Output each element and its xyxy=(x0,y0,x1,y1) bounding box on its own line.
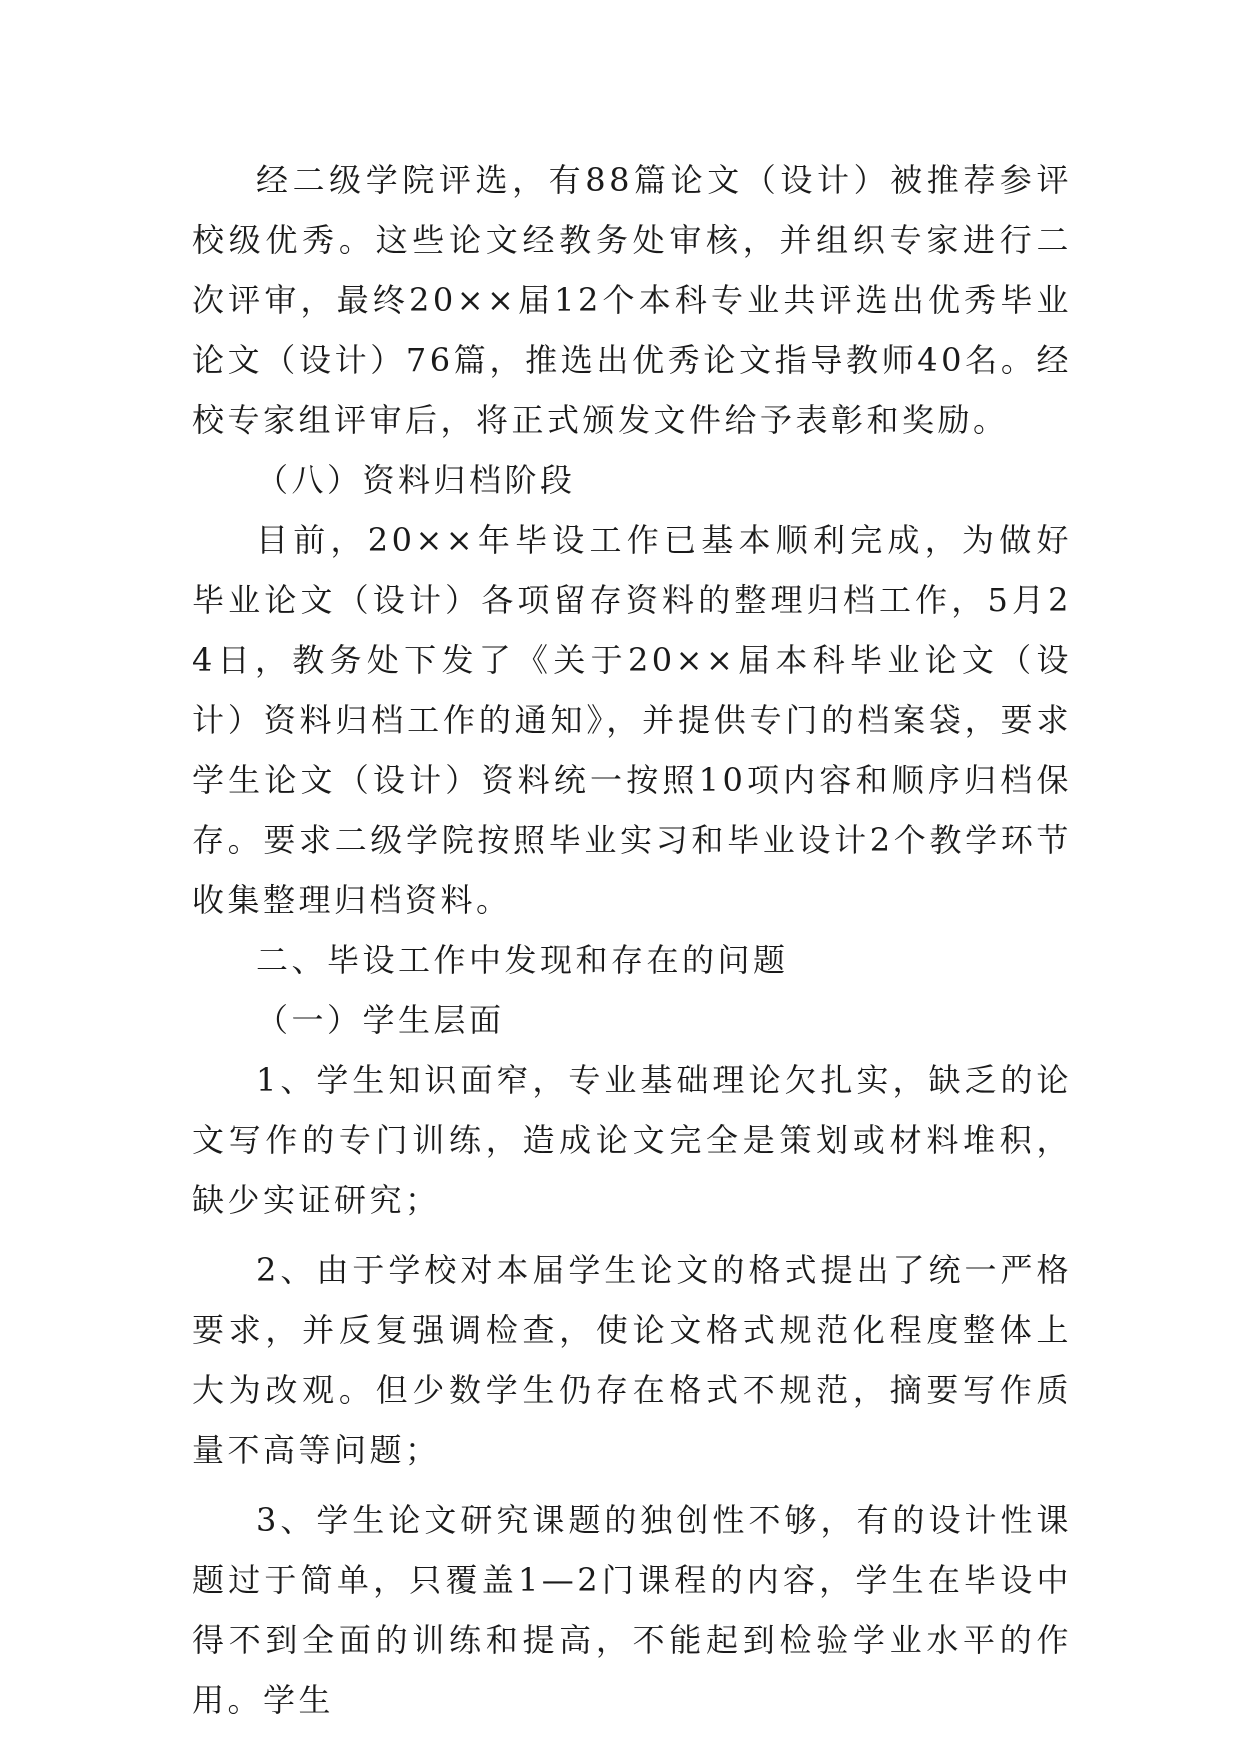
paragraph-excellent-theses: 经二级学院评选，有88篇论文（设计）被推荐参评校级优秀。这些论文经教务处审核，并组织专家进行二次评审，最终20××届12个本科专业共评选出优秀毕业论文（设计）76篇，推选出优秀论文指导教师40名。经校专家组评审后，将正式颁发文件给予表彰和奖励。 xyxy=(192,161,1072,439)
list-item-problem-2: 2、由于学校对本届学生论文的格式提出了统一严格要求，并反复强调检查，使论文格式规范化程度整体上大为改观。但少数学生仍存在格式不规范，摘要写作质量不高等问题； xyxy=(192,1251,1072,1469)
paragraph-archiving: 目前，20××年毕设工作已基本顺利完成，为做好毕业论文（设计）各项留存资料的整理归档工作，5月24日，教务处下发了《关于20××届本科毕业论文（设计）资料归档工作的通知》，并提供专门的档案袋，要求学生论文（设计）资料统一按照10项内容和顺序归档保存。要求二级学院按照毕业实习和毕业设计2个教学环节收集整理归档资料。 xyxy=(192,521,1072,919)
heading-student-level: （一）学生层面 xyxy=(256,1001,505,1039)
heading-archiving-stage: （八）资料归档阶段 xyxy=(256,461,576,499)
document-body xyxy=(192,150,1072,1730)
list-item-problem-3: 3、学生论文研究课题的独创性不够，有的设计性课题过于简单，只覆盖1—2门课程的内容，学生在毕设中得不到全面的训练和提高，不能起到检验学业水平的作用。学生 xyxy=(192,1501,1072,1719)
list-item-problem-1: 1、学生知识面窄，专业基础理论欠扎实，缺乏的论文写作的专门训练，造成论文完全是策划或材料堆积，缺少实证研究； xyxy=(192,1061,1072,1219)
heading-problems: 二、毕设工作中发现和存在的问题 xyxy=(256,941,789,979)
